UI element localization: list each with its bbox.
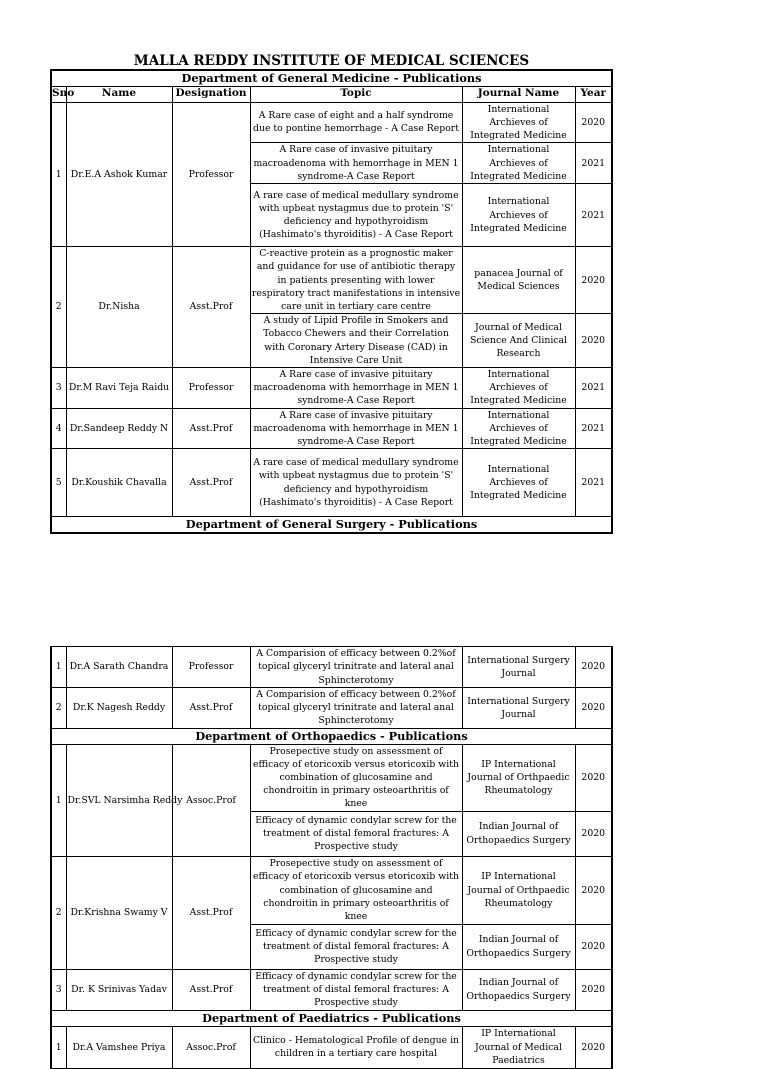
- sno-cell: 1: [51, 647, 66, 688]
- year-cell: 2021: [575, 184, 612, 247]
- journal-cell: panacea Journal of Medical Sciences: [462, 247, 575, 314]
- table-row: [51, 449, 612, 517]
- name-cell: Dr.M Ravi Teja Raidu: [66, 367, 172, 408]
- year-cell: 2020: [575, 924, 612, 969]
- topic-cell: A Rare case of invasive pituitary macroadenoma with hemorrhage in MEN 1 syndrome-A Case Report: [250, 408, 462, 449]
- name-cell: Dr. K Srinivas Yadav: [66, 969, 172, 1010]
- topic-cell: Clinico - Hematological Profile of dengue in children in a tertiary care hospital: [250, 1026, 462, 1068]
- topic-cell: A Rare case of invasive pituitary macroadenoma with hemorrhage in MEN 1 syndrome-A Case Report: [250, 143, 462, 184]
- page-title: MALLA REDDY INSTITUTE OF MEDICAL SCIENCES: [133, 53, 530, 69]
- col-header-sno: Sno: [51, 86, 66, 102]
- topic-cell: Efficacy of dynamic condylar screw for the treatment of distal femoral fractures: A Prospective study: [250, 811, 462, 856]
- sno-cell: 3: [51, 969, 66, 1010]
- year-cell: 2020: [575, 811, 612, 856]
- name-cell: Dr.SVL Narsimha Reddy: [66, 744, 172, 856]
- journal-cell: IP International Journal of Medical Paediatrics: [462, 1026, 575, 1068]
- year-cell: 2020: [575, 102, 612, 143]
- year-cell: 2020: [575, 744, 612, 811]
- sno-cell: 2: [51, 856, 66, 969]
- topic-cell: A Rare case of invasive pituitary macroadenoma with hemorrhage in MEN 1 syndrome-A Case Report: [250, 367, 462, 408]
- dept-header-paed: Department of Paediatrics - Publications: [51, 1010, 612, 1026]
- name-cell: Dr.A Vamshee Priya: [66, 1026, 172, 1068]
- topic-cell: Efficacy of dynamic condylar screw for the treatment of distal femoral fractures: A Prospective study: [250, 969, 462, 1010]
- journal-cell: International Archieves of Integrated Medicine: [462, 408, 575, 449]
- col-header-name: Name: [66, 86, 172, 102]
- designation-cell: Assoc.Prof: [172, 1026, 250, 1068]
- table-row: [51, 969, 612, 1010]
- designation-cell: Professor: [172, 102, 250, 247]
- topic-cell: A Rare case of eight and a half syndrome due to pontine hemorrhage - A Case Report: [250, 102, 462, 143]
- year-cell: 2021: [575, 449, 612, 517]
- journal-cell: International Archieves of Integrated Medicine: [462, 367, 575, 408]
- dept-header-surgery: Department of General Surgery - Publications: [51, 517, 612, 533]
- journal-cell: IP International Journal of Orthpaedic Rheumatology: [462, 744, 575, 811]
- table-row: [51, 367, 612, 408]
- journal-cell: Indian Journal of Orthopaedics Surgery: [462, 924, 575, 969]
- year-cell: 2020: [575, 247, 612, 314]
- designation-cell: Asst.Prof: [172, 856, 250, 969]
- col-header-year: Year: [575, 86, 612, 102]
- col-header-designation: Designation: [172, 86, 250, 102]
- designation-cell: Professor: [172, 647, 250, 688]
- journal-cell: International Archieves of Integrated Medicine: [462, 143, 575, 184]
- table-row: [51, 102, 612, 143]
- sno-cell: 4: [51, 408, 66, 449]
- col-header-journal: Journal Name: [462, 86, 575, 102]
- name-cell: Dr.Sandeep Reddy N: [66, 408, 172, 449]
- topic-cell: A study of Lipid Profile in Smokers and Tobacco Chewers and their Correlation with Coronary Artery Disease (CAD) in Intensive Care Unit: [250, 314, 462, 368]
- publications-table-top: [50, 69, 613, 534]
- year-cell: 2020: [575, 969, 612, 1010]
- sno-cell: 2: [51, 247, 66, 368]
- journal-cell: Indian Journal of Orthopaedics Surgery: [462, 811, 575, 856]
- name-cell: Dr.Nisha: [66, 247, 172, 368]
- sno-cell: 1: [51, 1026, 66, 1068]
- topic-cell: C-reactive protein as a prognostic maker and guidance for use of antibiotic therapy in patients presenting with lower respiratory tract manifestations in intensive care unit in tertiary care centre: [251, 248, 461, 312]
- year-cell: 2020: [575, 647, 612, 688]
- journal-cell: International Archieves of Integrated Medicine: [462, 449, 575, 517]
- topic-cell: A rare case of medical medullary syndrome with upbeat nystagmus due to protein 'S' deficiency and hypothyroidism (Hashimato's thyroiditis) - A Case Report: [250, 449, 462, 517]
- name-cell: Dr.Koushik Chavalla: [66, 449, 172, 517]
- table-row: [51, 408, 612, 449]
- year-cell: 2021: [575, 408, 612, 449]
- designation-cell: Asst.Prof: [172, 247, 250, 368]
- sno-cell: 5: [51, 449, 66, 517]
- medicine-rows: [51, 102, 612, 517]
- year-cell: 2021: [575, 143, 612, 184]
- topic-cell: Prosepective study on assessment of efficacy of etoricoxib versus etoricoxib with combination of glucosamine and chondroitin in primary osteoarthritis of knee: [250, 856, 462, 924]
- table-row: [51, 688, 612, 729]
- year-cell: 2020: [575, 688, 612, 729]
- topic-cell: A rare case of medical medullary syndrome with upbeat nystagmus due to protein 'S' deficiency and hypothyroidism (Hashimato's thyroiditis) - A Case Report: [250, 184, 462, 247]
- journal-cell: Journal of Medical Science And Clinical Research: [462, 314, 575, 368]
- designation-cell: Asst.Prof: [172, 408, 250, 449]
- name-cell: Dr.A Sarath Chandra: [66, 647, 172, 688]
- designation-cell: Asst.Prof: [172, 688, 250, 729]
- journal-cell: International Archieves of Integrated Medicine: [462, 184, 575, 247]
- designation-cell: Assoc.Prof: [172, 744, 250, 856]
- sno-cell: 2: [51, 688, 66, 729]
- topic-cell: Efficacy of dynamic condylar screw for the treatment of distal femoral fractures: A Prospective study: [250, 924, 462, 969]
- col-header-topic: Topic: [250, 86, 462, 102]
- journal-cell: Indian Journal of Orthopaedics Surgery: [462, 969, 575, 1010]
- year-cell: 2021: [575, 367, 612, 408]
- sno-cell: 1: [51, 744, 66, 856]
- ortho-rows: [51, 744, 612, 1010]
- journal-cell: IP International Journal of Orthpaedic Rheumatology: [462, 856, 575, 924]
- name-cell: Dr.K Nagesh Reddy: [66, 688, 172, 729]
- sno-cell: 3: [51, 367, 66, 408]
- designation-cell: Professor: [172, 367, 250, 408]
- topic-cell: Prosepective study on assessment of efficacy of etoricoxib versus etoricoxib with combination of glucosamine and chondroitin in primary osteoarthritis of knee: [250, 744, 462, 811]
- publications-table-bottom: [50, 646, 613, 1069]
- column-header-row: [51, 86, 612, 102]
- paed-rows: [51, 1026, 612, 1068]
- year-cell: 2020: [575, 856, 612, 924]
- year-cell: 2020: [575, 314, 612, 368]
- table-row: [51, 247, 612, 314]
- sno-cell: 1: [51, 102, 66, 247]
- name-cell: Dr.E.A Ashok Kumar: [66, 102, 172, 247]
- journal-cell: International Surgery Journal: [462, 647, 575, 688]
- journal-cell: International Archieves of Integrated Medicine: [462, 102, 575, 143]
- dept-header-ortho: Department of Orthopaedics - Publications: [51, 728, 612, 744]
- table-row: [51, 1026, 612, 1068]
- table-row: [51, 744, 612, 811]
- table-row: [51, 856, 612, 924]
- designation-cell: Asst.Prof: [172, 449, 250, 517]
- dept-header-medicine: Department of General Medicine - Publications: [51, 70, 612, 86]
- name-cell: Dr.Krishna Swamy V: [66, 856, 172, 969]
- year-cell: 2020: [575, 1026, 612, 1068]
- journal-cell: International Surgery Journal: [462, 688, 575, 729]
- topic-cell: A Comparision of efficacy between 0.2%of topical glyceryl trinitrate and lateral anal Sphincterotomy: [250, 647, 462, 688]
- surgery-rows: [51, 647, 612, 729]
- table-row: [51, 647, 612, 688]
- designation-cell: Asst.Prof: [172, 969, 250, 1010]
- topic-cell: A Comparision of efficacy between 0.2%of topical glyceryl trinitrate and lateral anal Sphincterotomy: [250, 688, 462, 729]
